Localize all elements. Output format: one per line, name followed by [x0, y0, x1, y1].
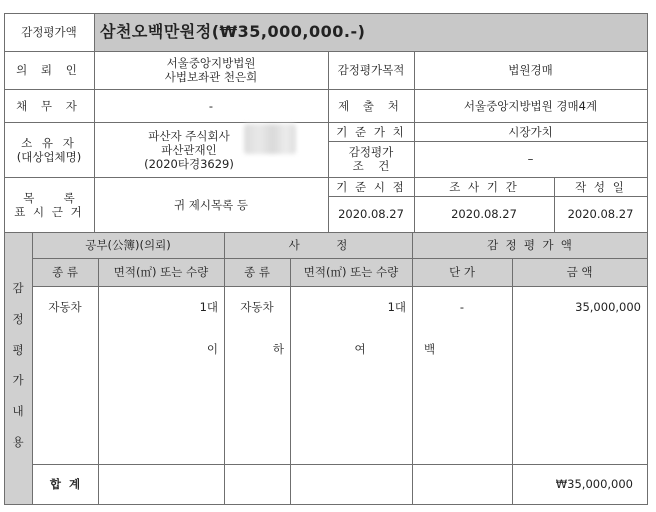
requester-value: [94, 51, 328, 89]
base-date-label: 기 준 시 점: [336, 179, 406, 194]
total-label: 합 계: [49, 477, 81, 491]
row1-unit-price: -: [459, 300, 465, 314]
basis-value-value: 시장가치: [508, 124, 553, 139]
col-amount: 금 액: [566, 265, 593, 279]
owner-label-line1: 소 유 자: [21, 135, 77, 150]
row1-actual-type: 자동차: [240, 300, 274, 314]
side-char: 가: [12, 373, 24, 388]
row1-amount: 35,000,000: [575, 300, 641, 314]
owner-value-line1: 파산자 주식회사: [148, 128, 230, 143]
owner-value-line2: 파산관재인: [161, 142, 217, 157]
creation-date-value: 2020.08.27: [567, 207, 634, 221]
debtor-value: -: [208, 98, 214, 113]
col-actual-type: 종 류: [244, 265, 270, 279]
side-char: 평: [12, 342, 24, 357]
conditions-label-line2: 조 건: [352, 159, 390, 173]
requester-label: 의 뢰 인: [16, 63, 82, 77]
filler-char-1: 이: [206, 342, 218, 356]
side-char: 용: [12, 434, 24, 449]
row1-qty: 1대: [199, 300, 218, 314]
requester-value-line2: 사법보좌관 천은희: [164, 70, 258, 84]
list-label-line1: 목 록: [23, 190, 75, 205]
col-actual-area: 면적(㎡) 또는 수량: [303, 265, 399, 279]
group-actual: 사 정: [288, 238, 348, 252]
conditions-label-line1: 감정평가: [348, 145, 394, 159]
group-public-record: 공부(公簿)(의뢰): [85, 238, 171, 252]
submitted-to-value: 서울중앙지방법원 경매4계: [463, 98, 598, 113]
hline: [4, 504, 648, 505]
side-char: 정: [12, 311, 24, 326]
appraised-value-text: 삼천오백만원정(₩35,000,000.-): [100, 22, 366, 41]
survey-period-value: 2020.08.27: [451, 207, 517, 221]
requester-value-line1: 서울중앙지방법원: [166, 56, 256, 70]
creation-date-label: 작 성 일: [575, 179, 626, 194]
basis-value-label: 기 준 가 치: [336, 124, 406, 139]
side-char: 감: [12, 281, 24, 295]
filler-char-2: 하: [272, 342, 284, 356]
filler-char-4: 백: [424, 342, 436, 356]
row1-type: 자동차: [48, 300, 82, 314]
redacted-name-blur: [244, 124, 296, 154]
conditions-label: [328, 141, 414, 177]
filler-char-3: 여: [354, 342, 366, 356]
vline: [98, 258, 99, 504]
owner-value-line3: (2020타경3629): [144, 156, 234, 171]
appraisal-content-side-label: [4, 280, 32, 450]
purpose-label: 감정평가목적: [337, 63, 405, 77]
list-basis-value: 귀 제시목록 등: [174, 197, 248, 212]
group-appraisal: 감 정 평 가 액: [487, 238, 572, 252]
total-amount: ₩35,000,000: [555, 477, 633, 491]
appraised-value-label: 감정평가액: [21, 25, 77, 39]
list-label-line2: 표 시 근 거: [14, 204, 84, 219]
owner-label-line2: (대상업체명): [16, 149, 82, 164]
vline: [290, 258, 291, 504]
col-type: 종 류: [52, 265, 78, 279]
purpose-value: 법원경매: [508, 63, 553, 77]
owner-label: [4, 122, 94, 177]
survey-period-label: 조 사 기 간: [449, 179, 519, 194]
base-date-value: 2020.08.27: [338, 207, 404, 221]
list-basis-label: [4, 177, 94, 232]
vline: [647, 13, 648, 505]
col-unit-price: 단 가: [449, 265, 475, 279]
side-char: 내: [12, 404, 24, 419]
debtor-label: 채 무 자: [16, 98, 82, 113]
row1-actual-qty: 1대: [387, 300, 406, 314]
submitted-to-label: 제 출 처: [338, 98, 404, 113]
col-area: 면적(㎡) 또는 수량: [113, 265, 209, 279]
conditions-value: –: [527, 152, 534, 166]
hline: [32, 286, 648, 287]
